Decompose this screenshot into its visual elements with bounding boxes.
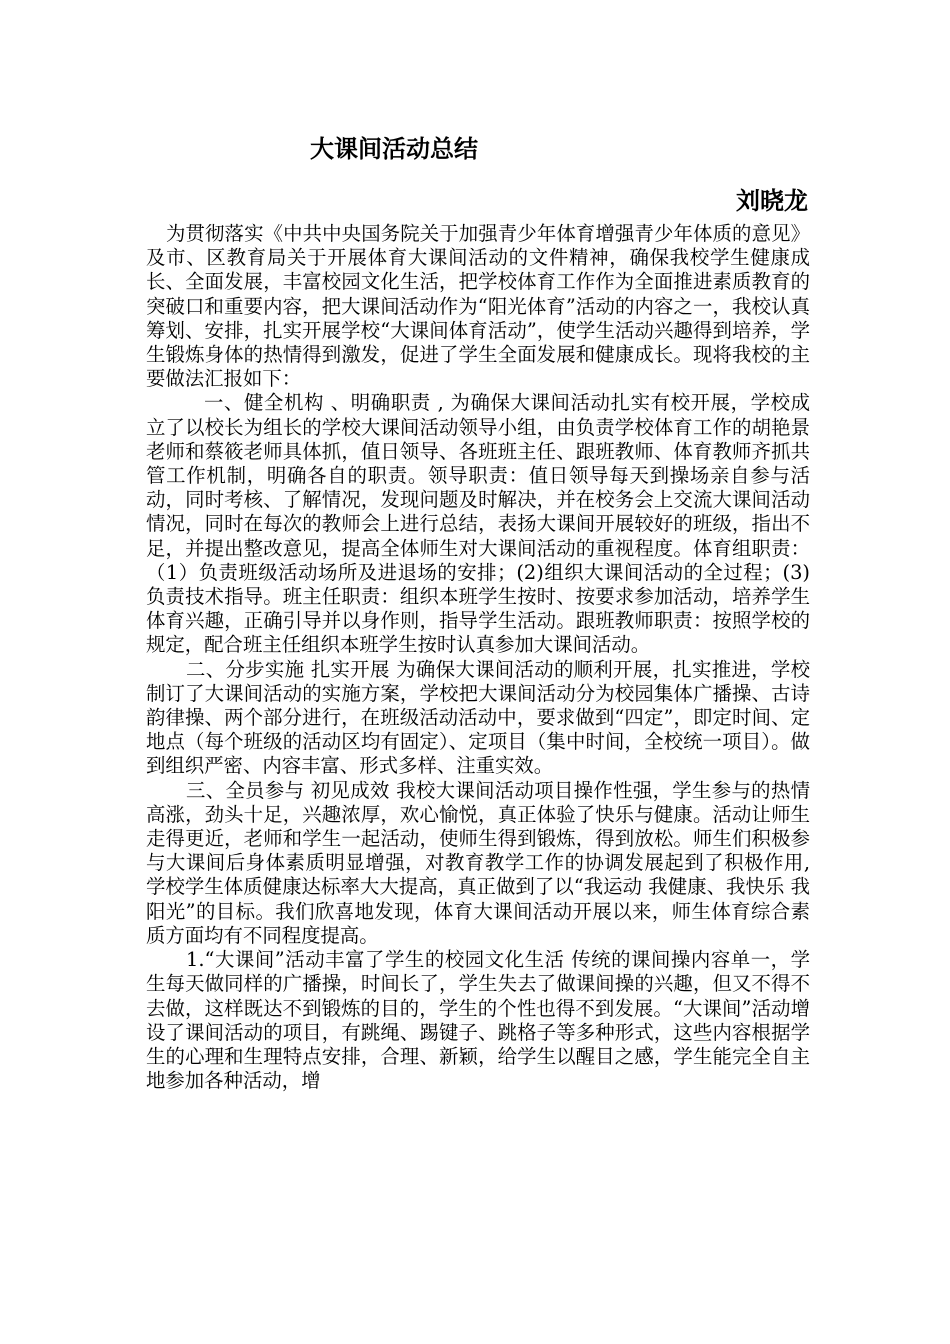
document-page [146,0,810,1344]
paragraph-intro: 为贯彻落实《中共中央国务院关于加强青少年体育增强青少年体质的意见》及市、区教育局关于开展体育大课间活动的文件精神，确保我校学生健康成长、全面发展，丰富校园文化生活，把学校体育工作作为全面推进素质教育的突破口和重要内容，把大课间活动作为“阳光体育”活动的内容之一，我校认真筹划、安排，扎实开展学校“大课间体育活动”，使学生活动兴趣得到培养，学生锻炼身体的热情得到激发，促进了学生全面发展和健康成长。现将我校的主要做法汇报如下： [146,222,810,391]
paragraph-section-3: 三、全员参与 初见成效 我校大课间活动项目操作性强，学生参与的热情高涨，劲头十足，兴趣浓厚，欢心愉悦，真正体验了快乐与健康。活动让师生走得更近，老师和学生一起活动，使师生得到锻炼，得到放松。师生们积极参与大课间后身体素质明显增强，对教育教学工作的协调发展起到了积极作用,学校学生体质健康达标率大大提高，真正做到了以“我运动 我健康、我快乐 我阳光”的目标。我们欣喜地发现，体育大课间活动开展以来，师生体育综合素质方面均有不同程度提高。 [146,778,810,947]
paragraph-point-1: 1.“大课间”活动丰富了学生的校园文化生活 传统的课间操内容单一，学生每天做同样的广播操，时间长了，学生失去了做课间操的兴趣，但又不得不去做，这样既达不到锻炼的目的，学生的个性也得不到发展。“大课间”活动增设了课间活动的项目，有跳绳、踢键子、跳格子等多种形式，这些内容根据学生的心理和生理特点安排，合理、新颖，给学生以醒目之感，学生能完全自主地参加各种活动，增 [146,948,810,1093]
document-author: 刘晓龙 [736,187,808,215]
paragraph-section-2: 二、分步实施 扎实开展 为确保大课间活动的顺利开展，扎实推进，学校制订了大课间活动的实施方案，学校把大课间活动分为校园集体广播操、古诗韵律操、两个部分进行，在班级活动活动中，要求做到“四定”，即定时间、定地点（每个班级的活动区均有固定）、定项目（集中时间，全校统一项目）。做到组织严密、内容丰富、形式多样、注重实效。 [146,657,810,778]
document-body [146,222,810,1093]
paragraph-section-1: 一、健全机构 、明确职责 , 为确保大课间活动扎实有校开展，学校成立了以校长为组长的学校大课间活动领导小组，由负责学校体育工作的胡艳景老师和蔡筱老师具体抓，值日领导、各班班主任、跟班教师、体育教师齐抓共管工作机制，明确各自的职责。领导职责：值日领导每天到操场亲自参与活动，同时考核、了解情况，发现问题及时解决，并在校务会上交流大课间活动情况，同时在每次的教师会上进行总结，表扬大课间开展较好的班级，指出不足，并提出整改意见，提高全体师生对大课间活动的重视程度。体育组职责：（1）负责班级活动场所及进退场的安排；(2)组织大课间活动的全过程；(3)负责技术指导。班主任职责：组织本班学生按时、按要求参加活动，培养学生体育兴趣，正确引导并以身作则，指导学生活动。跟班教师职责：按照学校的规定，配合班主任组织本班学生按时认真参加大课间活动。 [146,391,810,657]
document-title: 大课间活动总结 [310,135,478,163]
